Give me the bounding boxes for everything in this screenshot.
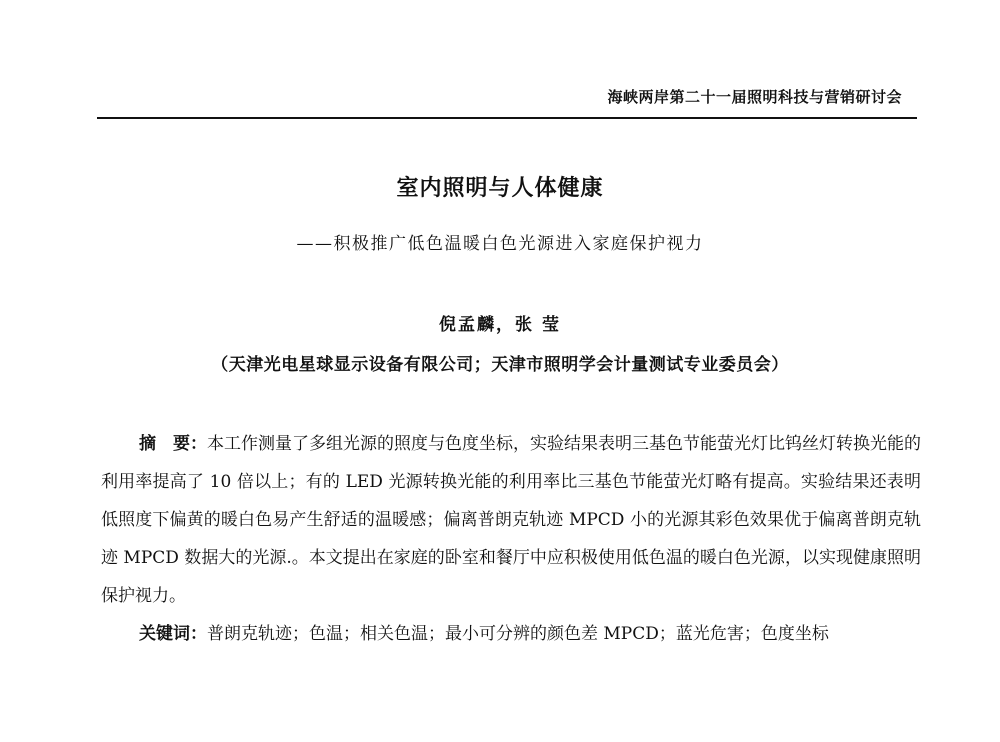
abstract-label: 摘 要： xyxy=(139,434,207,454)
conference-header: 海峡两岸第二十一届照明科技与营销研讨会 xyxy=(607,88,902,106)
abstract-section xyxy=(101,425,921,653)
abstract-text: 本工作测量了多组光源的照度与色度坐标，实验结果表明三基色节能萤光灯比钨丝灯转换光能的利用率提高了 10 倍以上；有的 LED 光源转换光能的利用率比三基色节能萤光灯略有提高。实验结果还表明低照度下偏黄的暖白色易产生舒适的温暖感；偏离普朗克轨迹 MPCD 小的光源其彩色效果优于偏离普朗克轨迹 MPCD 数据大的光源.。本文提出在家庭的卧室和餐厅中应积极使用低色温的暖白色光源，以实现健康照明保护视力。 xyxy=(101,434,921,606)
abstract-paragraph xyxy=(101,425,921,615)
keywords-text: 普朗克轨迹；色温；相关色温；最小可分辨的颜色差 MPCD；蓝光危害；色度坐标 xyxy=(207,624,829,644)
paper-subtitle: ——积极推广低色温暖白色光源进入家庭保护视力 xyxy=(296,234,704,254)
paper-affiliation: （天津光电星球显示设备有限公司；天津市照明学会计量测试专业委员会） xyxy=(211,355,789,375)
paper-authors: 倪孟麟，张 莹 xyxy=(439,315,561,335)
keywords-paragraph xyxy=(101,615,921,653)
keywords-label: 关键词： xyxy=(139,624,207,644)
header-divider xyxy=(97,117,917,119)
paper-title: 室内照明与人体健康 xyxy=(396,176,604,201)
